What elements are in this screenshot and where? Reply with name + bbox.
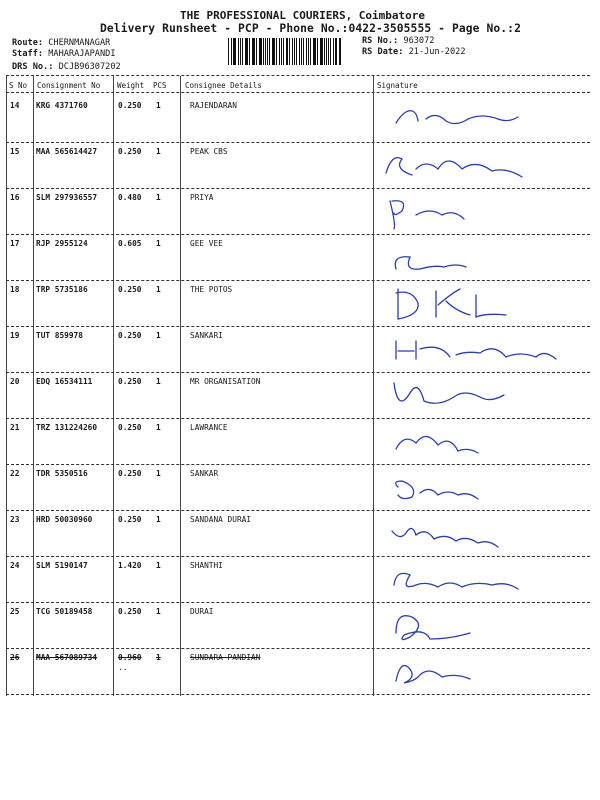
- pieces-count: 1: [156, 331, 161, 340]
- table-row: [0, 603, 600, 649]
- weight-value: 0.250: [118, 285, 142, 294]
- table-row: [0, 465, 600, 511]
- table-row: [0, 143, 600, 189]
- header-divider-bottom: [6, 92, 590, 93]
- pieces-count: 1: [156, 607, 161, 616]
- pieces-count: 1: [156, 561, 161, 570]
- consignment-number: MAA 565614427: [36, 147, 98, 156]
- serial-number: 23: [10, 515, 20, 524]
- header-divider-top: [6, 75, 590, 76]
- route-label: Route:: [12, 38, 44, 48]
- rs-date-line: [362, 47, 466, 57]
- signature-image: [376, 465, 586, 509]
- pieces-count: 1: [156, 653, 161, 662]
- consignee-name: SUNDARA PANDIAN: [190, 653, 261, 662]
- consignment-number: TRZ 131224260: [36, 423, 98, 432]
- consignee-name: SANKARI: [190, 331, 223, 340]
- column-header-weight: Weight: [117, 81, 145, 90]
- pieces-count: 1: [156, 423, 161, 432]
- consignee-name: LAWRANCE: [190, 423, 228, 432]
- serial-number: 15: [10, 147, 20, 156]
- consignment-number: TDR 5350516: [36, 469, 88, 478]
- signature-image: [376, 189, 586, 233]
- table-row: [0, 281, 600, 327]
- column-header-consignee: Consignee Details: [185, 81, 262, 90]
- consignment-number: SLM 5190147: [36, 561, 88, 570]
- stray-marks: ..: [118, 663, 128, 672]
- serial-number: 22: [10, 469, 20, 478]
- column-header-pcs: PCS: [153, 81, 167, 90]
- consignee-name: DURAI: [190, 607, 214, 616]
- serial-number: 14: [10, 101, 20, 110]
- serial-number: 26: [10, 653, 20, 662]
- consignee-name: RAJENDARAN: [190, 101, 237, 110]
- weight-value: 0.250: [118, 515, 142, 524]
- serial-number: 19: [10, 331, 20, 340]
- pieces-count: 1: [156, 515, 161, 524]
- drs-line: [12, 62, 121, 72]
- pieces-count: 1: [156, 239, 161, 248]
- table-row: [0, 419, 600, 465]
- weight-value: 0.960: [118, 653, 142, 662]
- weight-value: 0.605: [118, 239, 142, 248]
- table-row: [0, 649, 600, 695]
- table-row: [0, 189, 600, 235]
- consignee-name: SHANTHI: [190, 561, 223, 570]
- column-header-signature: Signature: [377, 81, 418, 90]
- company-title: THE PROFESSIONAL COURIERS, Coimbatore: [180, 9, 426, 22]
- pieces-count: 1: [156, 469, 161, 478]
- consignment-number: HRD 50030960: [36, 515, 93, 524]
- staff-line: [12, 49, 116, 59]
- table-row: [0, 97, 600, 143]
- signature-image: [376, 97, 586, 141]
- table-row: [0, 235, 600, 281]
- serial-number: 25: [10, 607, 20, 616]
- rs-no-line: [362, 36, 434, 46]
- table-row: [0, 327, 600, 373]
- column-header-consignment: Consignment No: [37, 81, 101, 90]
- rs-no-label: RS No.:: [362, 36, 399, 46]
- signature-image: [376, 327, 586, 371]
- drs-value: DCJB96307202: [58, 62, 121, 72]
- consignee-name: SANDANA DURAI: [190, 515, 252, 524]
- rs-date-label: RS Date:: [362, 47, 404, 57]
- signature-image: [376, 143, 586, 187]
- serial-number: 17: [10, 239, 20, 248]
- signature-image: [376, 649, 586, 693]
- serial-number: 21: [10, 423, 20, 432]
- route-line: [12, 38, 110, 48]
- signature-image: [376, 419, 586, 463]
- weight-value: 0.250: [118, 147, 142, 156]
- weight-value: 0.250: [118, 423, 142, 432]
- weight-value: 0.250: [118, 331, 142, 340]
- serial-number: 16: [10, 193, 20, 202]
- signature-image: [376, 603, 586, 647]
- rs-date-value: 21-Jun-2022: [408, 47, 466, 57]
- weight-value: 0.480: [118, 193, 142, 202]
- consignment-number: TCG 50189458: [36, 607, 93, 616]
- weight-value: 0.250: [118, 377, 142, 386]
- runsheet-subtitle: Delivery Runsheet - PCP - Phone No.:0422-3505555 - Page No.:2: [100, 22, 521, 35]
- signature-image: [376, 511, 586, 555]
- weight-value: 0.250: [118, 101, 142, 110]
- row-divider: [6, 694, 590, 695]
- consignment-number: KRG 4371760: [36, 101, 88, 110]
- weight-value: 0.250: [118, 469, 142, 478]
- consignee-name: THE POTOS: [190, 285, 233, 294]
- consignment-number: MAA 567089734: [36, 653, 98, 662]
- consignment-number: SLM 297936557: [36, 193, 98, 202]
- serial-number: 18: [10, 285, 20, 294]
- signature-image: [376, 235, 586, 279]
- consignee-name: SANKAR: [190, 469, 219, 478]
- drs-label: DRS No.:: [12, 62, 54, 72]
- consignment-number: TRP 5735186: [36, 285, 88, 294]
- serial-number: 24: [10, 561, 20, 570]
- pieces-count: 1: [156, 193, 161, 202]
- pieces-count: 1: [156, 147, 161, 156]
- column-header-sno: S No: [9, 81, 28, 90]
- consignee-name: GEE VEE: [190, 239, 223, 248]
- table-row: [0, 373, 600, 419]
- table-row: [0, 511, 600, 557]
- consignee-name: PEAK CBS: [190, 147, 228, 156]
- weight-value: 0.250: [118, 607, 142, 616]
- serial-number: 20: [10, 377, 20, 386]
- drs-barcode: [228, 38, 342, 65]
- consignee-name: MR ORGANISATION: [190, 377, 261, 386]
- consignment-number: RJP 2955124: [36, 239, 88, 248]
- signature-image: [376, 373, 586, 417]
- weight-value: 1.420: [118, 561, 142, 570]
- table-row: [0, 557, 600, 603]
- staff-value: MAHARAJAPANDI: [48, 49, 116, 59]
- consignee-name: PRIYA: [190, 193, 214, 202]
- route-value: CHERNMANAGAR: [48, 38, 111, 48]
- consignment-number: TUT 859978: [36, 331, 83, 340]
- signature-image: [376, 281, 586, 325]
- consignment-number: EDQ 16534111: [36, 377, 93, 386]
- staff-label: Staff:: [12, 49, 44, 59]
- pieces-count: 1: [156, 377, 161, 386]
- pieces-count: 1: [156, 285, 161, 294]
- pieces-count: 1: [156, 101, 161, 110]
- rs-no-value: 963072: [403, 36, 435, 46]
- signature-image: [376, 557, 586, 601]
